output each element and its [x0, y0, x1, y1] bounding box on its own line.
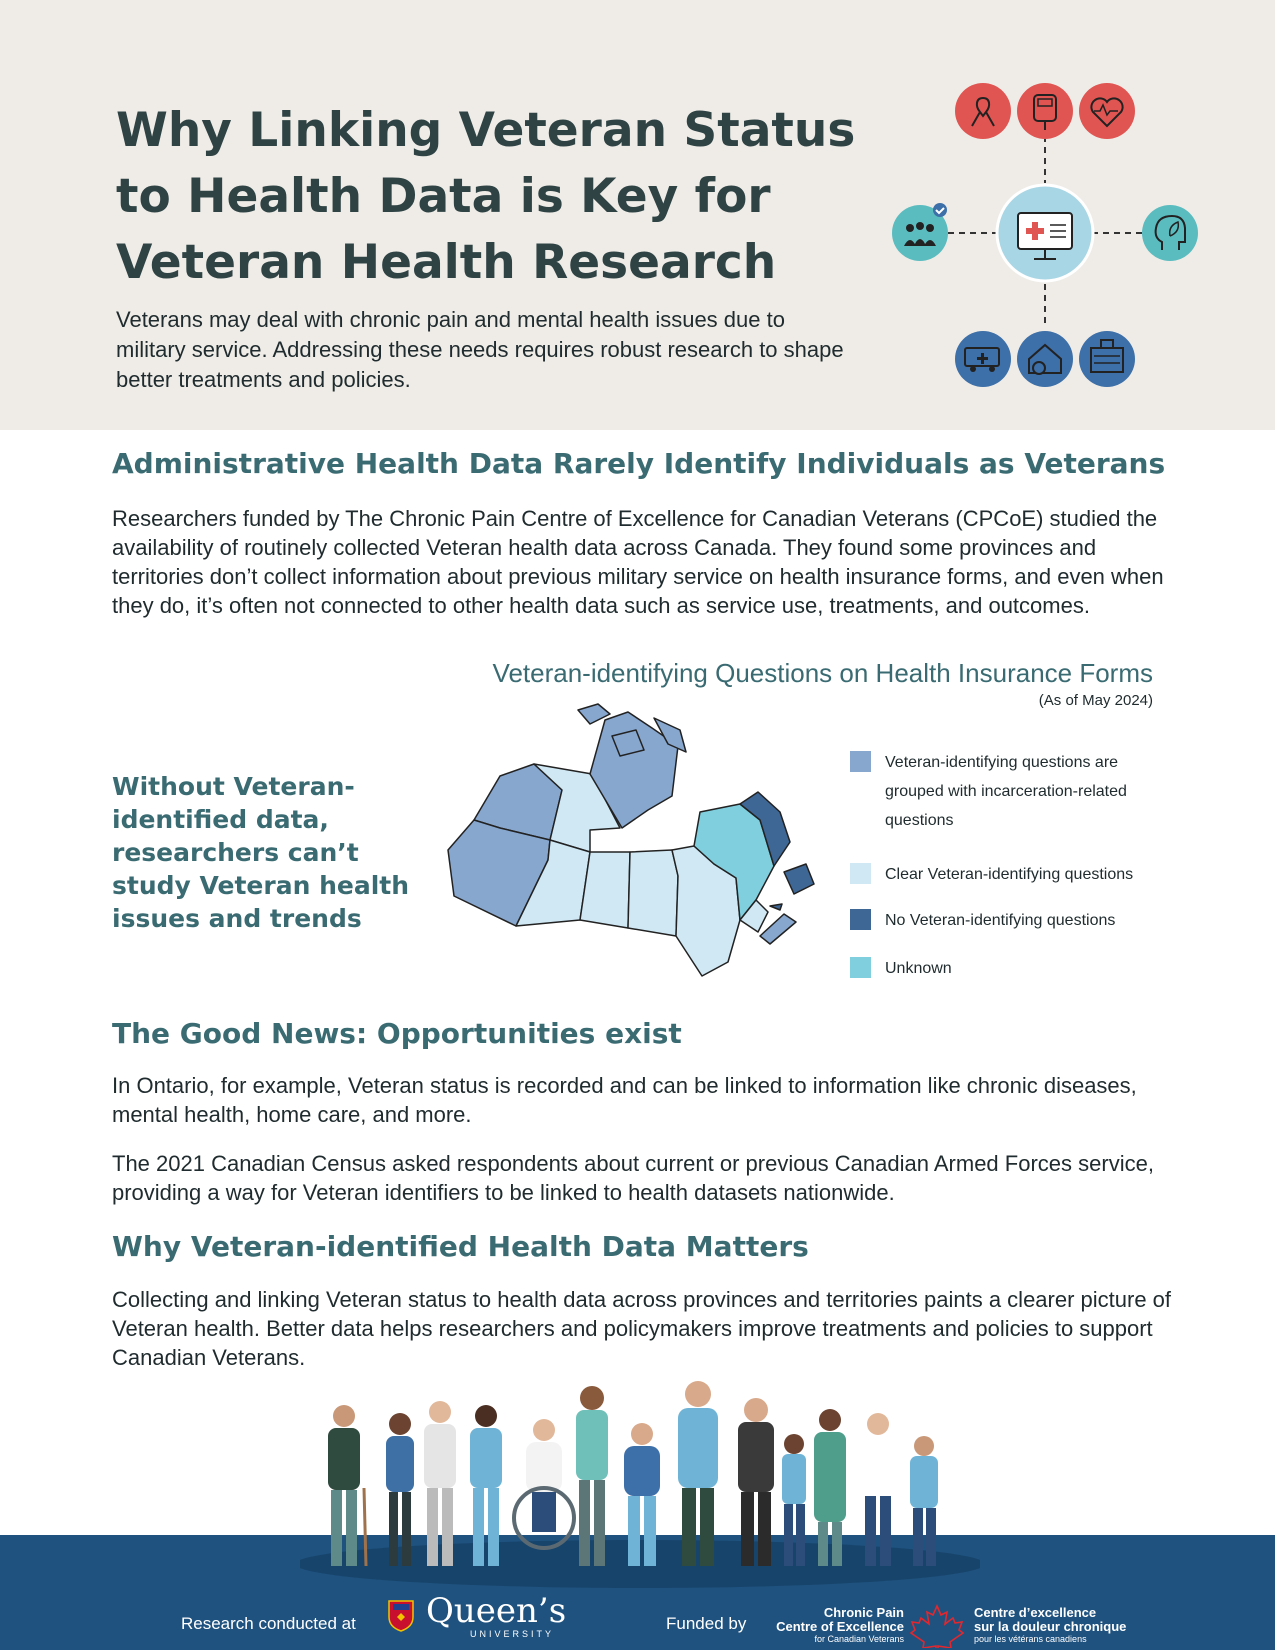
cpcoe-logo-fr [974, 1606, 1174, 1645]
map-region-manitoba [628, 850, 678, 936]
section-heading-why-matters: Why Veteran-identified Health Data Matters [112, 1230, 809, 1263]
section-body-why-matters: Collecting and linking Veteran status to health data across provinces and territories paints a clearer picture of Veteran health. Better data helps researchers and policymakers improve treatments and policies to support Canadian Veterans. [112, 1287, 1172, 1370]
computer-medical-record-icon [997, 185, 1093, 281]
legend-item [850, 860, 1175, 889]
person-figure [386, 1413, 414, 1566]
legend-label: Clear Veteran-identifying questions [885, 866, 1134, 883]
person-figure [910, 1436, 938, 1566]
research-label: Research conducted at [181, 1614, 356, 1633]
map-date: (As of May 2024) [1038, 692, 1153, 709]
legend-item [850, 906, 1175, 935]
person-figure [328, 1405, 366, 1566]
heart-pulse-icon [1079, 83, 1135, 139]
section-body-good-news-1: In Ontario, for example, Veteran status is recorded and can be linked to information like chronic diseases, mental health, home care, and more. [112, 1073, 1137, 1127]
legend-swatch [850, 957, 871, 978]
cpcoe-en-line2: Centre of Excellence [776, 1619, 904, 1634]
home-care-icon [1017, 331, 1073, 387]
cpcoe-fr-line3: pour les vétérans canadiens [974, 1634, 1087, 1644]
person-figure [514, 1419, 574, 1548]
cpcoe-en-line1: Chronic Pain [823, 1605, 904, 1620]
ribbon-icon [955, 83, 1011, 139]
maple-leaf-icon [910, 1604, 964, 1648]
person-figure [470, 1405, 502, 1566]
legend-label: No Veteran-identifying questions [885, 912, 1116, 929]
legend-swatch [850, 751, 871, 772]
person-figure [814, 1409, 846, 1566]
intro-text: Veterans may deal with chronic pain and mental health issues due to military service. Addressing these needs requires robust research to shape better treatments and policies. [116, 307, 844, 392]
cpcoe-fr-line1: Centre d’excellence [974, 1605, 1097, 1620]
cpcoe-logo-en [768, 1606, 904, 1645]
queens-crest-icon [388, 1600, 414, 1632]
map-region-newfoundland [784, 864, 814, 894]
legend-label: Veteran-identifying questions are grouped with incarceration-related questions [885, 754, 1127, 829]
cpcoe-fr-line2: sur la douleur chronique [974, 1619, 1127, 1634]
person-figure [678, 1381, 718, 1566]
legend-swatch [850, 909, 871, 930]
section-heading-good-news: The Good News: Opportunities exist [112, 1017, 682, 1050]
group-check-icon [892, 203, 948, 261]
map-title: Veteran-identifying Questions on Health Insurance Forms [492, 658, 1153, 688]
cpcoe-en-line3: for Canadian Veterans [814, 1634, 904, 1644]
map-region-pei [770, 904, 782, 910]
people-illustration [300, 1368, 980, 1588]
section-body-admin-data: Researchers funded by The Chronic Pain Centre of Excellence for Canadian Veterans (CPCoE) studied the availability of routinely collected Veteran health data across Canada. They found some provinces and territories don’t collect information about previous military service on health insurance forms, and even when they do, it’s often not connected to other health data such as service use, treatments, and outcomes. [112, 506, 1164, 618]
legend-label: Unknown [885, 960, 952, 977]
legend-item [850, 954, 1175, 983]
legend-item [850, 748, 1175, 835]
ambulance-icon [955, 331, 1011, 387]
funded-label: Funded by [666, 1614, 747, 1633]
queens-sub: UNIVERSITY [470, 1629, 555, 1639]
queens-wordmark: Queen’s [426, 1591, 567, 1631]
person-figure [738, 1398, 774, 1566]
health-icons-diagram [880, 78, 1220, 398]
person-figure [576, 1386, 608, 1566]
canada-map [440, 700, 830, 1005]
glucose-meter-icon [1017, 83, 1073, 139]
head-leaf-icon [1142, 205, 1198, 261]
callout-text: Without Veteran-identified data, researchers can’t study Veteran health issues and trends [112, 772, 410, 933]
person-figure [424, 1401, 456, 1566]
page-title: Why Linking Veteran Status to Health Data is Key for Veteran Health Research [116, 103, 856, 290]
section-heading-admin-data: Administrative Health Data Rarely Identify Individuals as Veterans [112, 447, 1166, 480]
legend-swatch [850, 863, 871, 884]
hospital-icon [1079, 331, 1135, 387]
section-body-good-news-2: The 2021 Canadian Census asked respondents about current or previous Canadian Armed Forces service, providing a way for Veteran identifiers to be linked to health datasets nationwide. [112, 1151, 1154, 1205]
person-figure [862, 1413, 894, 1566]
